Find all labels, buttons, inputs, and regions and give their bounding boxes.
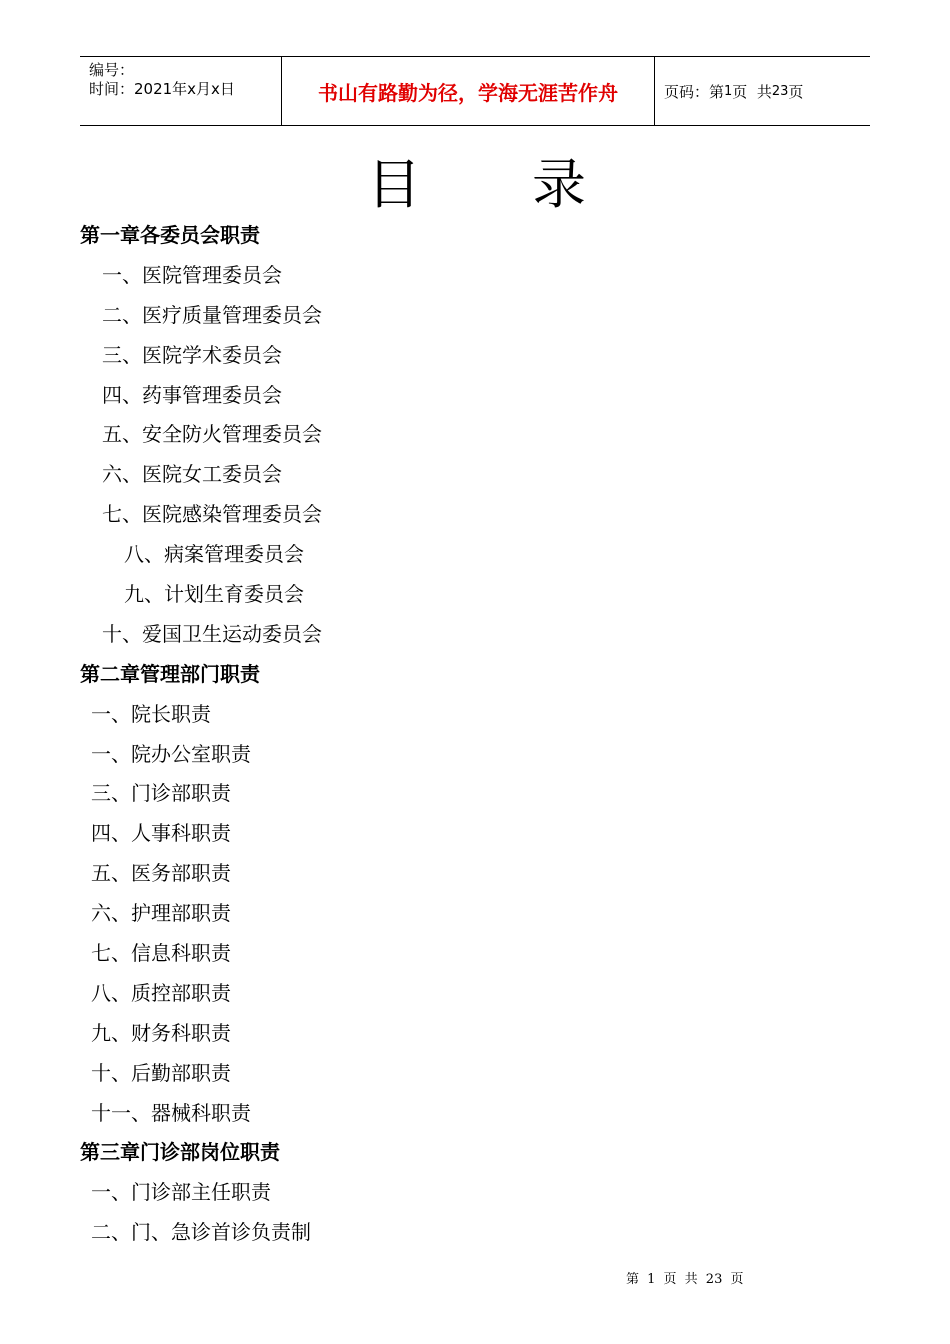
toc-entry: 七、信息科职责 [91, 941, 231, 966]
toc-entry: 七、医院感染管理委员会 [102, 502, 322, 527]
toc-entry: 三、门诊部职责 [91, 781, 231, 806]
toc-entry: 十、爱国卫生运动委员会 [102, 621, 322, 646]
toc-entry: 一、院长职责 [91, 701, 211, 726]
document-number-label: 编号： [89, 61, 135, 79]
header-page-indicator [655, 57, 870, 125]
document-header [80, 56, 870, 126]
header-meta [80, 57, 281, 125]
toc-entry: 一、医院管理委员会 [102, 262, 282, 287]
toc-entry: 二、医疗质量管理委员会 [102, 302, 322, 327]
page-number: 1 [724, 83, 733, 99]
toc-entry: 五、医务部职责 [91, 861, 231, 886]
page-mid-label: 页 共 [732, 82, 772, 101]
toc-chapter: 第一章各委员会职责 [80, 223, 260, 247]
toc-entry: 三、医院学术委员会 [102, 342, 282, 367]
toc-entry: 四、人事科职责 [91, 821, 231, 846]
page-label: 页码：第 [664, 82, 725, 101]
toc-chapter: 第二章管理部门职责 [80, 661, 260, 686]
toc-chapter: 第三章门诊部岗位职责 [80, 1140, 280, 1165]
table-of-contents [80, 216, 880, 1253]
page-total: 23 [771, 83, 789, 99]
page-footer: 第 1 页 共 23 页 [626, 1272, 744, 1287]
toc-entry: 八、质控部职责 [91, 980, 231, 1005]
page-end-label: 页 [788, 82, 804, 101]
toc-entry: 二、门、急诊首诊负责制 [91, 1220, 311, 1245]
toc-entry: 一、门诊部主任职责 [91, 1180, 271, 1205]
toc-entry: 十一、器械科职责 [91, 1100, 251, 1125]
toc-entry: 六、护理部职责 [91, 901, 231, 926]
document-time-label: 时间：2021年x月x日 [89, 80, 235, 98]
toc-entry: 五、安全防火管理委员会 [102, 422, 322, 447]
header-motto: 书山有路勤为径，学海无涯苦作舟 [281, 57, 655, 125]
toc-entry: 八、病案管理委员会 [124, 542, 304, 567]
title-char-1: 目 [367, 153, 421, 216]
title-char-2: 录 [532, 153, 586, 216]
toc-entry: 四、药事管理委员会 [102, 382, 282, 407]
toc-entry: 一、院办公室职责 [91, 741, 251, 766]
toc-entry: 九、计划生育委员会 [124, 582, 304, 607]
toc-entry: 十、后勤部职责 [91, 1060, 231, 1085]
toc-entry: 六、医院女工委员会 [102, 462, 282, 487]
toc-entry: 九、财务科职责 [91, 1020, 231, 1045]
